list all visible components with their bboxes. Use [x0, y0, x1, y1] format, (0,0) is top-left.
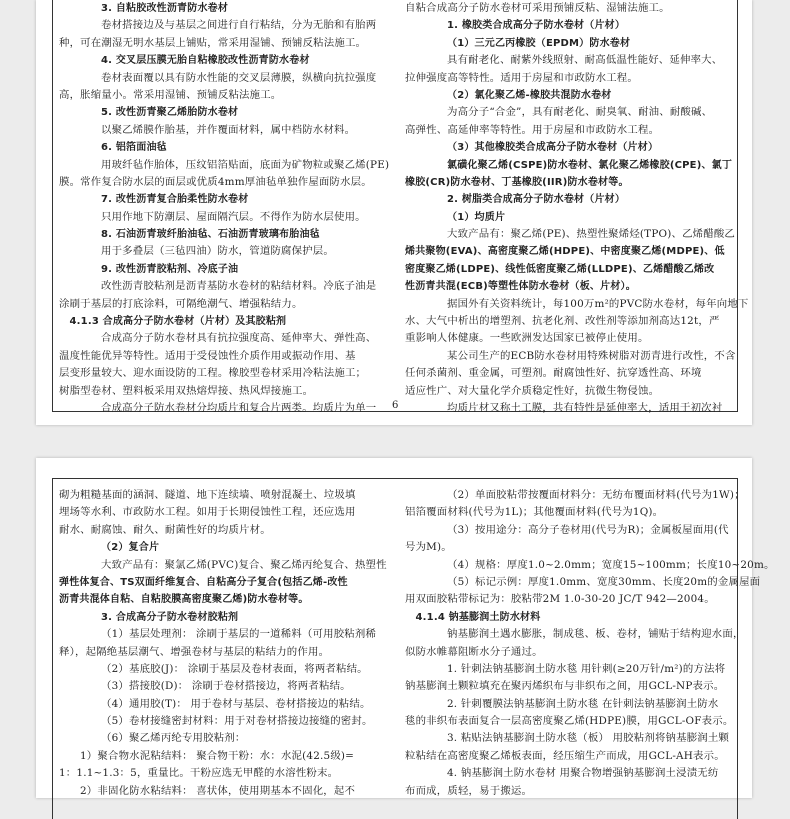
text-line: 温度性能优异等特性。适用于受侵蚀性介质作用或振动作用、基 — [59, 349, 356, 362]
heading-line: （2）复合片 — [101, 542, 160, 554]
text-line: （2）单面胶粘带按覆面材料分：无纺布覆面材料(代号为1W)； — [447, 489, 745, 501]
text-line: 某公司生产的ECB防水卷材用特殊树脂对沥青进行改性，不含 — [447, 349, 736, 362]
text-line: 1. 针刺法钠基膨润土防水毯 用针刺(≥20万针/m²)的方法将 — [447, 662, 726, 675]
text-line: 合成高分子防水卷材分均质片和复合片两类。均质片为单一 — [101, 401, 377, 414]
text-line: （1）基层处理剂： 涂刷于基层的一道稀料（可用胶粘剂稀 — [101, 628, 377, 641]
text-line: 层变形量较大、迎水面设防的工程。橡胶型卷材采用冷粘法施工； — [59, 367, 367, 380]
upper-right-column — [405, 0, 749, 417]
text-line: 膜。常作复合防水层的面层或优质4mm厚油毡单独作屋面防水层。 — [59, 175, 372, 188]
heading-line: 3. 自粘胶改性沥青防水卷材 — [101, 3, 229, 14]
lower-right-column — [405, 487, 775, 800]
text-line: 用玻纤毡作胎体，压纹铝箔贴面，底面为矿物粒或聚乙烯(PE) — [101, 158, 390, 171]
text-line: （6）聚乙烯丙纶专用胶粘剂： — [101, 732, 246, 745]
text-line: 4. 钠基膨润土防水卷材 用聚合物增强钠基膨润土浸渍无纺 — [447, 767, 719, 780]
heading-line: 2. 树脂类合成高分子防水卷材（片材） — [447, 194, 626, 206]
text-line: 拉伸强度高等特性。适用于房屋和市政防水工程。 — [405, 71, 638, 84]
text-line: 任何杀菌剂、重金属，可塑剂。耐腐蚀性好、抗穿透性高、环境 — [405, 367, 702, 380]
text-line: （3）搭接胶(D)： 涂刷于卷材搭接边，将两者粘结。 — [101, 680, 351, 693]
heading-line: （2）氯化聚乙烯-橡胶共混防水卷材 — [447, 89, 612, 101]
text-line: 毯的非织布表面复合一层高密度聚乙烯(HDPE)膜，用GCL-OF表示。 — [405, 715, 734, 728]
text-line: 高弹性、高延伸率等特性。用于房屋和市政防水工程。 — [405, 123, 660, 136]
text-line: 卷材表面覆以具有防水性能的交叉层薄膜，纵横向抗拉强度 — [101, 71, 377, 84]
upper-left-column — [59, 0, 390, 417]
text-line: （4）规格：厚度1.0~2.0mm；宽度15~100mm；长度10~20m。 — [447, 558, 775, 571]
heading-line: 性沥青共混(ECB)等塑性体防水卷材（板、片材）。 — [405, 281, 636, 293]
page-upper-frame — [52, 0, 749, 414]
text-line: 铝箔覆面材料(代号为1L)；其他覆面材料(代号为1Q)。 — [405, 506, 664, 519]
page-number: 6 — [392, 400, 399, 411]
text-line: 适应性广、对大量化学介质稳定性好，抗微生物侵蚀。 — [405, 384, 660, 397]
heading-line: 4.1.4 钠基膨润土防水材料 — [415, 611, 541, 623]
text-line: 用于多叠层（三毡四油）防水，管道防腐保护层。 — [101, 245, 334, 258]
heading-line: 弹性体复合、TS双面纤维复合、自粘高分子复合(包括乙烯-改性 — [59, 576, 348, 588]
text-line: 用双面胶粘带标记为：胶粘带2M 1.0-30-20 JC/T 942—2004。 — [405, 593, 715, 606]
text-line: 树脂型卷材、塑料板采用双热熔焊接、热风焊接施工。 — [59, 384, 314, 397]
text-line: 合成高分子防水卷材具有抗拉强度高、延伸率大、弹性高、 — [101, 332, 377, 345]
text-line: 粒粘结在高密度聚乙烯板表面，经压缩生产而成，用GCL-AH表示。 — [405, 749, 725, 762]
text-line: 为高分子“合金”，具有耐老化、耐臭氧、耐油、耐酸碱、 — [447, 106, 713, 119]
heading-line: 密度聚乙烯(LDPE)、线性低密度聚乙烯(LLDPE)、乙烯醋酸乙烯改 — [405, 263, 715, 275]
text-line: 据国外有关资料统计，每100万m²的PVC防水卷材，每年向地下 — [447, 297, 749, 310]
heading-line: 6. 铝箔面油毡 — [101, 142, 167, 154]
text-line: 高，胀缩量小。常采用湿铺、预铺反粘法施工。 — [59, 88, 282, 101]
text-line: （3）按用途分：高分子卷材用(代号为R)；金属板屋面用(代 — [447, 523, 729, 536]
heading-line: （3）其他橡胶类合成高分子防水卷材（片材） — [447, 142, 659, 154]
heading-line: （1）三元乙丙橡胶（EPDM）防水卷材 — [447, 37, 631, 49]
heading-line: 4. 交叉层压膜无胎自粘橡胶改性沥青防水卷材 — [101, 55, 310, 67]
text-line: 以聚乙烯膜作胎基，并作覆面材料，属中档防水材料。 — [101, 123, 356, 136]
heading-line: 橡胶(CR)防水卷材、丁基橡胶(IIR)防水卷材等。 — [405, 176, 629, 188]
heading-line: 8. 石油沥青玻纤胎油毡、石油沥青玻璃布胎油毡 — [101, 229, 320, 241]
text-line: 似防水帷幕阻断水分子通过。 — [405, 645, 543, 658]
text-line: 钠基膨润土颗粒填充在聚丙烯织布与非织布之间，用GCL-NP表示。 — [405, 680, 725, 693]
text-line: 2. 针刺覆膜法钠基膨润土防水毯 在针刺法钠基膨润土防水 — [447, 697, 719, 710]
page-lower-frame — [52, 478, 775, 819]
heading-line: 3. 合成高分子防水卷材胶粘剂 — [101, 611, 239, 623]
text-line: （5）卷材接缝密封材料：用于对卷材搭接边接缝的密封。 — [101, 715, 373, 728]
text-line: 3. 粘贴法钠基膨润土防水毯（板） 用胶粘剂将钠基膨润土颗 — [447, 732, 730, 745]
text-line: 均质片材又称土工膜，共有特性是延伸率大，适用于初次衬 — [447, 401, 723, 414]
text-line: 改性沥青胶粘剂是沥青基防水卷材的粘结材料。冷底子油是 — [101, 280, 377, 293]
text-line: 水、大气中析出的增塑剂、抗老化剂、改性剂等添加剂高达12t，严 — [405, 315, 720, 328]
text-line: （2）基底胶(J)： 涂刷于基层及卷材表面，将两者粘结。 — [101, 662, 368, 675]
text-line: （5）标记示例：厚度1.0mm、宽度30mm、长度20m的金属屋面 — [447, 575, 761, 588]
text-line: 大致产品有：聚氯乙烯(PVC)复合、聚乙烯丙纶复合、热塑性 — [101, 558, 387, 571]
heading-line: 烯共聚物(EVA)、高密度聚乙烯(HDPE)、中密度聚乙烯(MDPE)、低 — [405, 246, 725, 258]
text-line: 涂刷于基层的打底涂料，可隔绝潮气、增强粘结力。 — [59, 297, 303, 310]
text-line: 自粘合成高分子防水卷材可采用预铺反粘、湿铺法施工。 — [405, 2, 670, 14]
heading-line: 5. 改性沥青聚乙烯胎防水卷材 — [101, 107, 239, 119]
text-line: 大致产品有：聚乙烯(PE)、热塑性聚烯烃(TPO)、乙烯醋酸乙 — [447, 228, 736, 241]
text-line: 布而成，质轻，易于搬运。 — [405, 784, 533, 797]
text-line: 埋场等水利、市政防水工程。如用于长期侵蚀性工程，还应选用 — [59, 506, 356, 519]
text-line: 重影响人体健康。一些欧洲发达国家已被停止使用。 — [405, 332, 649, 345]
text-line: 钠基膨润土遇水膨胀，制成毯、板、卷材，铺贴于结构迎水面， — [447, 628, 744, 641]
heading-line: 9. 改性沥青胶粘剂、冷底子油 — [101, 263, 239, 275]
text-line: 具有耐老化、耐紫外线照射、耐高低温性能好、延伸率大、 — [447, 54, 723, 67]
heading-line: 氯磺化聚乙烯(CSPE)防水卷材、氯化聚乙烯橡胶(CPE)、氯丁 — [447, 159, 733, 171]
text-line: 号为M)。 — [405, 541, 452, 554]
lower-left-column — [59, 487, 387, 800]
heading-line: 沥青共混体自粘、自粘胶膜高密度聚乙烯)防水卷材等。 — [59, 594, 309, 606]
heading-line: 4.1.3 合成高分子防水卷材（片材）及其胶粘剂 — [69, 316, 287, 328]
text-line: 砌为粗糙基面的涵洞、隧道、地下连续墙、喷射混凝土、垃圾填 — [59, 489, 356, 501]
page-upper — [36, 0, 752, 425]
text-line: 卷材搭接边及与基层之间进行自行粘结，分为无胎和有胎两 — [101, 19, 377, 32]
text-line: 1：1.1~1.3：5，重量比。干粉应选无甲醛的水溶性粉末。 — [59, 767, 339, 780]
text-line: 2）非固化防水粘结料： 喜状体，使用期基本不固化，起不 — [80, 784, 356, 797]
text-line: 种，可在潮湿无明水基层上铺贴，常采用湿铺、预铺反粘法施工。 — [59, 36, 367, 49]
text-line: 1）聚合物水泥粘结料： 聚合物干粉：水：水泥(42.5级)= — [80, 749, 355, 762]
heading-line: （1）均质片 — [447, 211, 506, 223]
heading-line: 7. 改性沥青复合胎柔性防水卷材 — [101, 194, 249, 206]
text-line: 释），起隔绝基层潮气、增强卷材与基层的粘结力的作用。 — [59, 645, 330, 658]
text-line: 只用作地下防潮层、屋面隔汽层。不得作为防水层使用。 — [101, 210, 366, 223]
heading-line: 1. 橡胶类合成高分子防水卷材（片材） — [447, 20, 626, 32]
text-line: （4）通用胶(T)： 用于卷材与基层、卷材搭接边的粘结。 — [101, 697, 371, 710]
page-lower — [36, 458, 775, 798]
text-line: 耐水、耐腐蚀、耐久、耐菌性好的均质片材。 — [59, 523, 271, 536]
